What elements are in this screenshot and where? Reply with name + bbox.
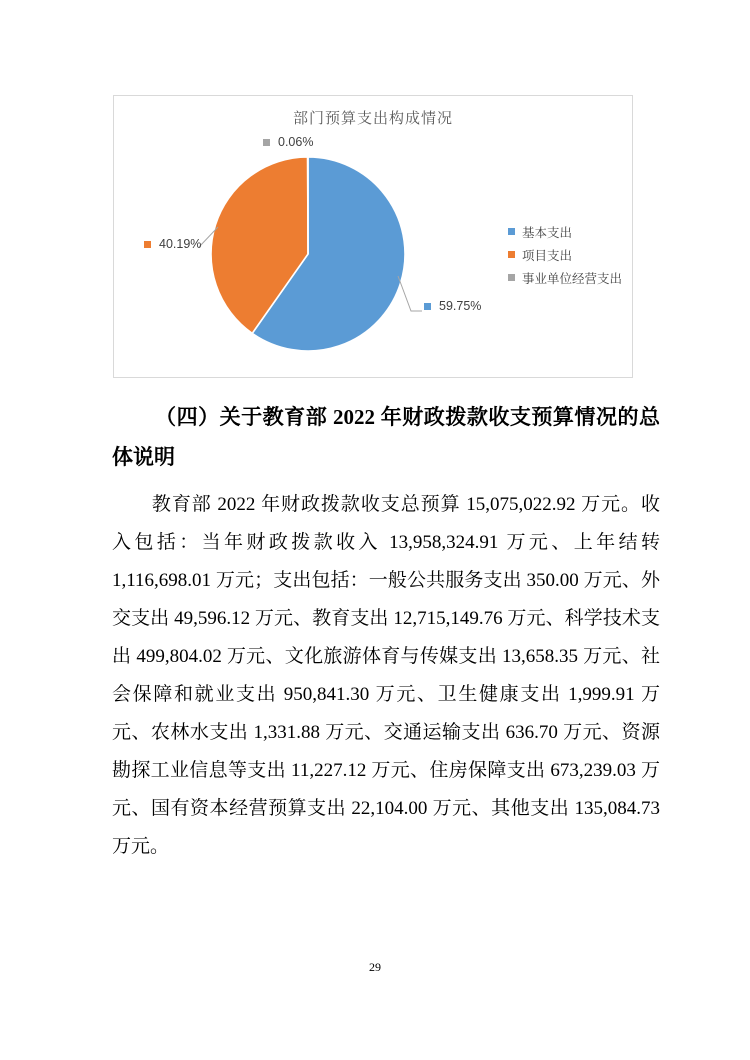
- basic-expense-marker: [424, 303, 431, 310]
- page-number: 29: [369, 960, 381, 974]
- chart-legend: [508, 220, 622, 289]
- legend-item-business-expense: [508, 266, 622, 289]
- legend-label: 基本支出: [522, 225, 573, 240]
- legend-label: 项目支出: [522, 248, 573, 263]
- body-paragraph: 教育部 2022 年财政拨款收支总预算 15,075,022.92 万元。收入包括：当年财政拨款收入 13,958,324.91 万元、上年结转 1,116,698.01 万元；支出包括：一般公共服务支出 350.00 万元、外交支出 49,596.12 万元、教育支出 12,715,149.76 万元、科学技术支出 499,804.02 万元、文化旅游体育与传媒支出 13,658.35 万元、社会保障和就业支出 950,841.30 万元、卫生健康支出 1,999.91 万元、农林水支出 1,331.88 万元、交通运输支出 636.70 万元、资源勘探工业信息等支出 11,227.12 万元、住房保障支出 673,239.03 万元、国有资本经营预算支出 22,104.00 万元、其他支出 135,084.73 万元。: [112, 494, 660, 857]
- chart-title: 部门预算支出构成情况: [292, 110, 453, 127]
- data-label-value: 59.75%: [439, 299, 482, 313]
- legend-marker-project: [508, 251, 515, 258]
- legend-marker-basic: [508, 228, 515, 235]
- legend-marker-business: [508, 274, 515, 281]
- business-expense-marker: [263, 139, 270, 146]
- data-label-value: 0.06%: [278, 135, 314, 149]
- legend-label: 事业单位经营支出: [522, 271, 623, 286]
- data-label-basic-expense: [424, 298, 481, 314]
- data-label-value: 40.19%: [159, 237, 202, 251]
- data-label-business-expense: [263, 134, 313, 150]
- legend-item-basic-expense: [508, 220, 622, 243]
- project-expense-marker: [144, 241, 151, 248]
- chart-panel: [113, 95, 633, 378]
- legend-item-project-expense: [508, 243, 622, 266]
- data-label-project-expense: [144, 236, 201, 252]
- section-heading: （四）关于教育部 2022 年财政拨款收支预算情况的总体说明: [112, 405, 660, 469]
